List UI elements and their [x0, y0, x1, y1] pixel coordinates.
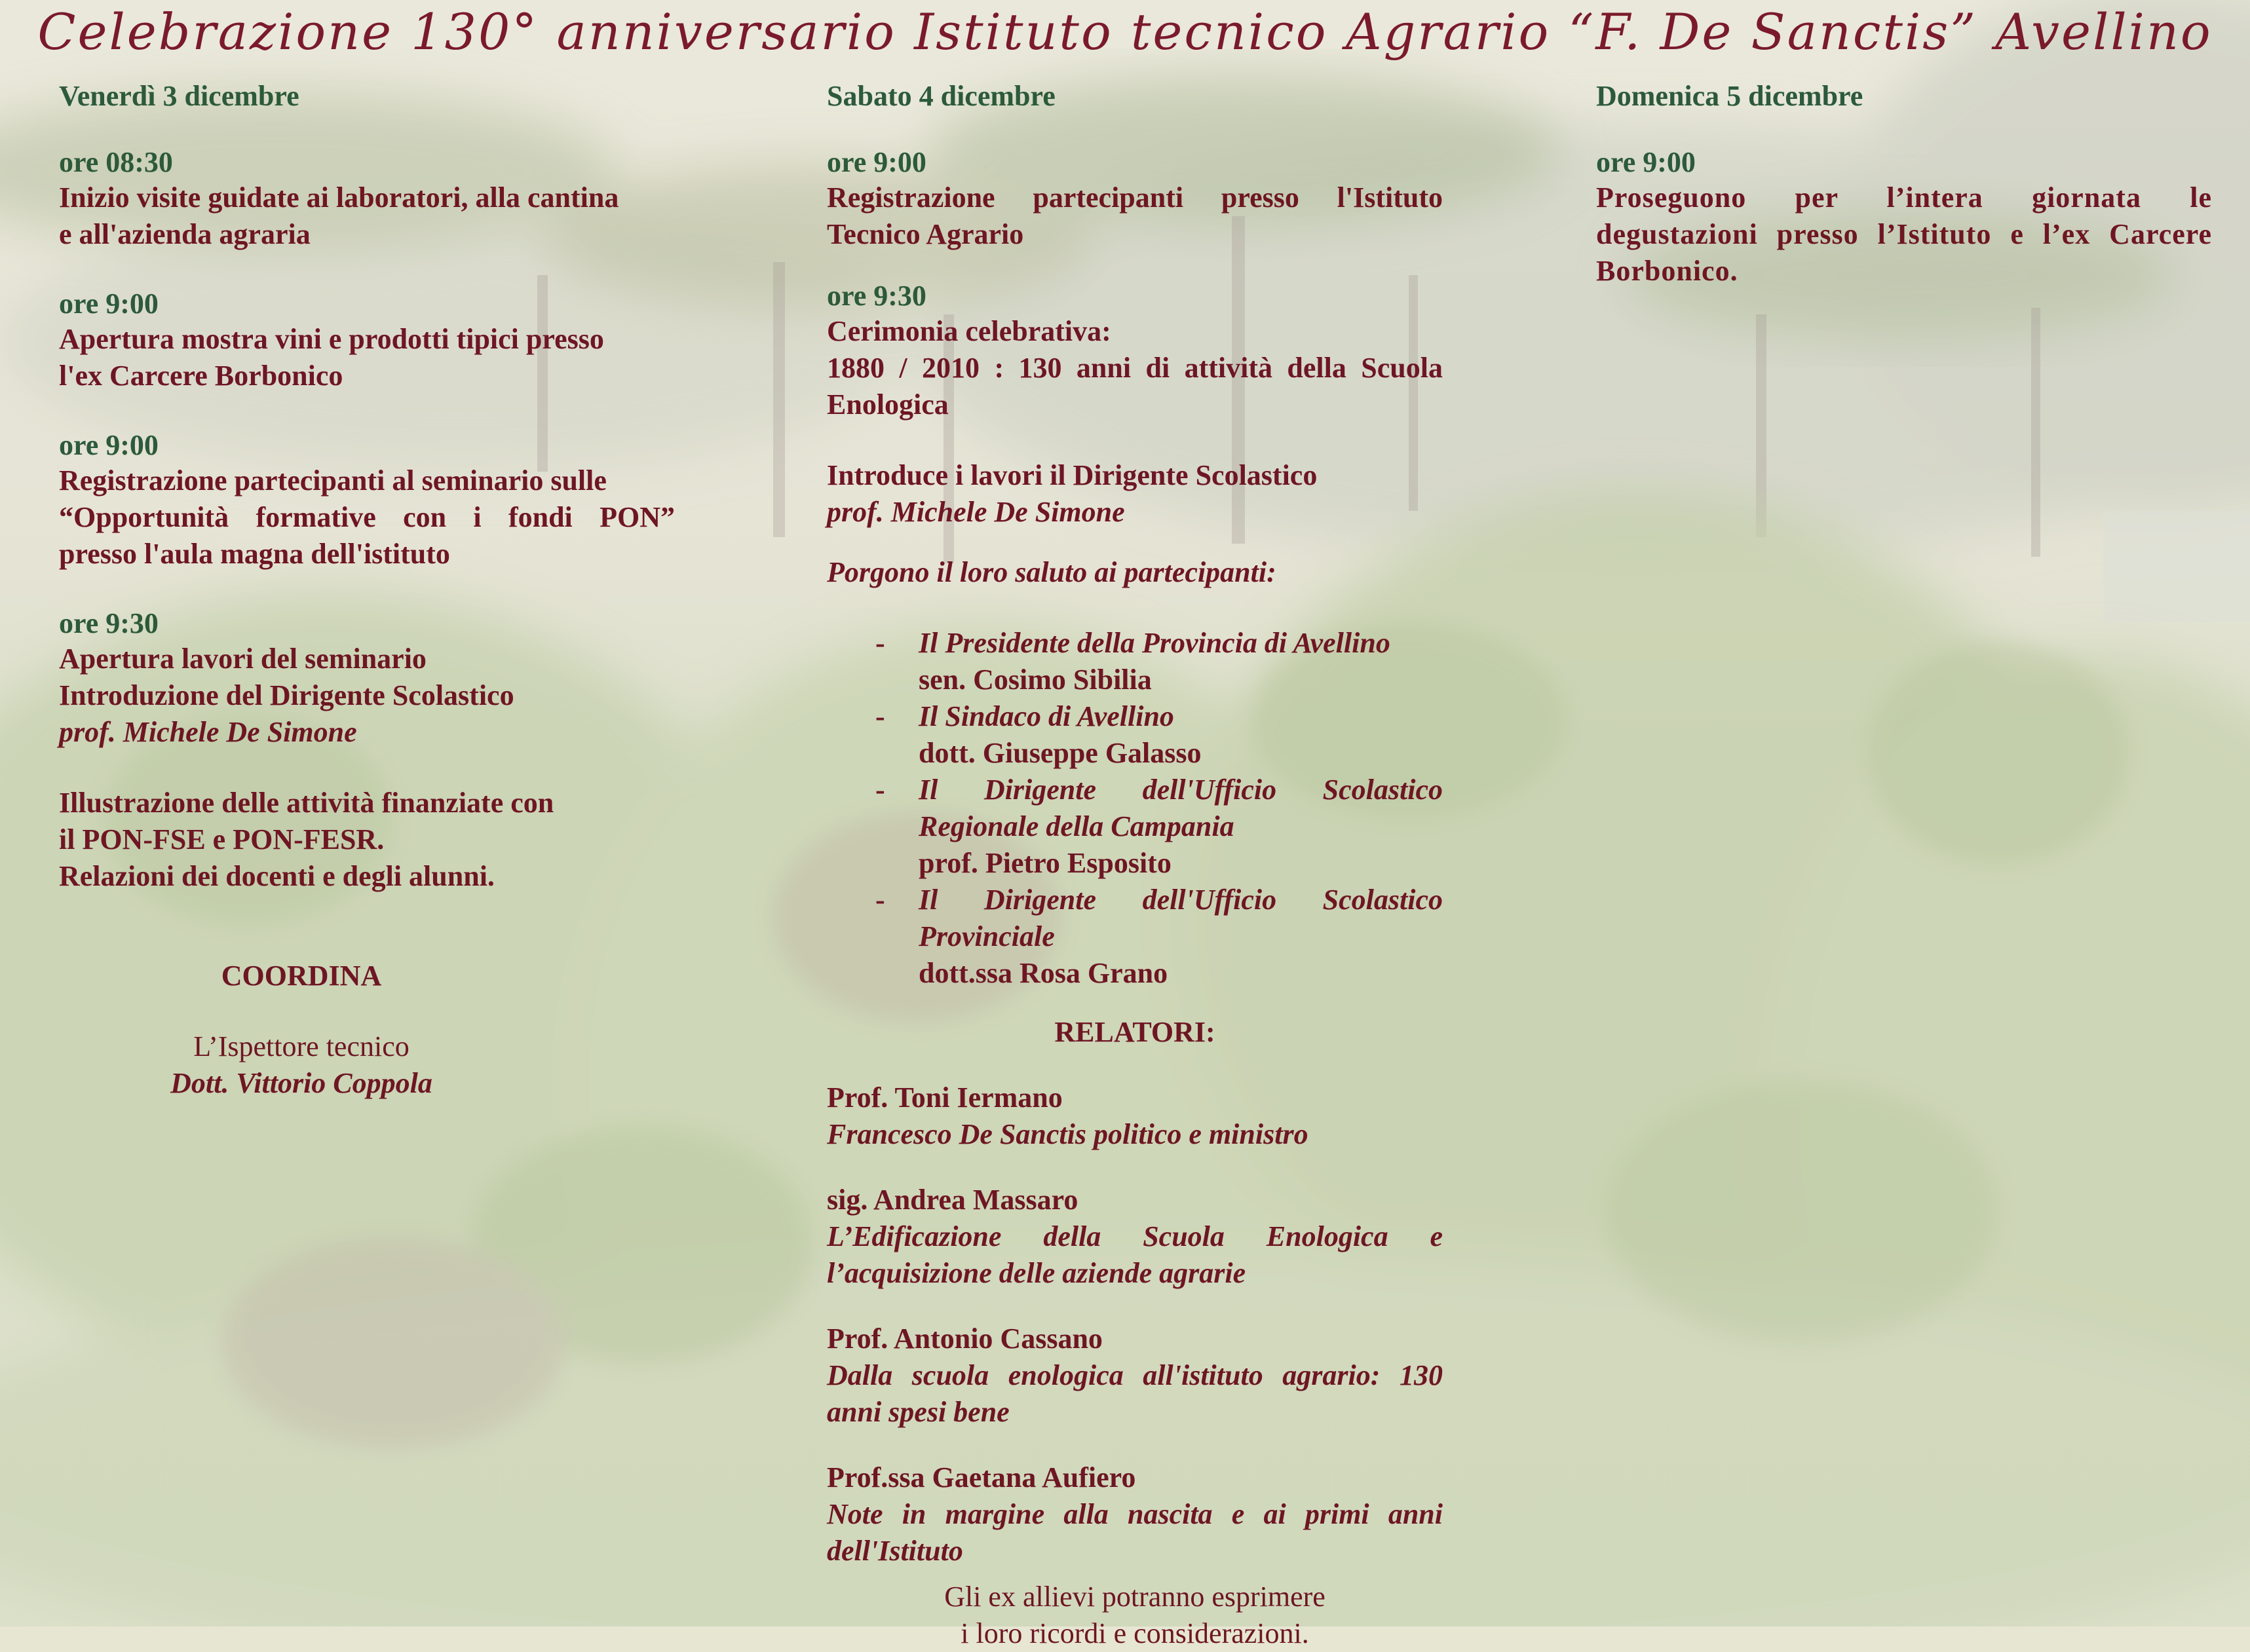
- closing-line: Gli ex allievi potranno esprimere: [944, 1581, 1325, 1613]
- seminar-line: Apertura lavori del seminario: [59, 643, 427, 675]
- event-saturday-ceremony: [827, 279, 1443, 423]
- greetings-intro: Porgono il loro saluto ai partecipanti:: [827, 556, 1276, 588]
- greeting-name: prof. Pietro Esposito: [919, 847, 1172, 879]
- illustration-line: Relazioni dei docenti e degli alunni.: [59, 860, 495, 892]
- list-item: [827, 625, 1443, 698]
- event-time: ore 9:00: [59, 288, 159, 320]
- speaker-block: [827, 1182, 1443, 1292]
- greeting-role: Il Dirigente dell'Ufficio Scolastico Provinciale: [919, 884, 1443, 952]
- event-time: ore 9:00: [827, 146, 926, 178]
- coordina-block: [59, 958, 544, 1102]
- event-text: Registrazione partecipanti presso l'Istituto Tecnico Agrario: [827, 181, 1443, 250]
- column-sunday: [1596, 77, 2212, 290]
- day-heading-saturday: Sabato 4 dicembre: [827, 80, 1056, 112]
- speaker-topic: L’Edificazione della Scuola Enologica e l’acquisizione delle aziende agrarie: [827, 1220, 1443, 1289]
- event-time: ore 9:00: [59, 429, 159, 461]
- list-item: [827, 698, 1443, 772]
- speaker-block: [827, 1459, 1443, 1569]
- day-heading-sunday: Domenica 5 dicembre: [1596, 80, 1863, 112]
- speaker-name: Prof. Antonio Cassano: [827, 1323, 1103, 1355]
- closing-line: i loro ricordi e considerazioni.: [961, 1617, 1309, 1649]
- introduction-block: [827, 457, 1443, 531]
- page-title: Celebrazione 130° anniversario Istituto tecnico Agrario “F. De Sanctis” Avellino: [37, 3, 2213, 61]
- greeting-role: Il Sindaco di Avellino: [919, 700, 1174, 732]
- list-dash: -: [875, 627, 885, 659]
- greeting-name: dott.ssa Rosa Grano: [919, 957, 1168, 989]
- introduction-speaker: prof. Michele De Simone: [827, 496, 1125, 528]
- greeting-name: dott. Giuseppe Galasso: [919, 737, 1202, 769]
- greeting-name: sen. Cosimo Sibilia: [919, 664, 1152, 696]
- speaker-name: Prof. Toni Iermano: [827, 1081, 1063, 1114]
- event-text-line: e all'azienda agraria: [59, 218, 311, 250]
- event-time: ore 9:30: [59, 607, 159, 639]
- illustration-line: il PON-FSE e PON-FESR.: [59, 823, 385, 855]
- ceremony-text: 1880 / 2010 : 130 anni di attività della Scuola Enologica: [827, 352, 1443, 421]
- event-text-line: “Opportunità formative con i fondi PON”: [59, 501, 675, 533]
- column-friday: [59, 77, 675, 1102]
- greetings-list: [827, 625, 1443, 992]
- list-item: [827, 882, 1443, 992]
- speaker-topic: Francesco De Sanctis politico e ministro: [827, 1118, 1308, 1150]
- list-dash: -: [875, 884, 885, 916]
- event-text-line: l'ex Carcere Borbonico: [59, 360, 343, 392]
- event-sunday: [1596, 145, 2212, 290]
- relatori-heading: RELATORI:: [1054, 1016, 1215, 1048]
- illustration-line: Illustrazione delle attività finanziate con: [59, 787, 554, 819]
- coordina-heading: COORDINA: [221, 960, 382, 992]
- event-text-line: Registrazione partecipanti al seminario sulle: [59, 464, 607, 497]
- day-heading-friday: Venerdì 3 dicembre: [59, 80, 299, 112]
- event-saturday-registration: [827, 145, 1443, 253]
- greeting-role: Il Dirigente dell'Ufficio Scolastico Regionale della Campania: [919, 774, 1443, 842]
- list-item: [827, 772, 1443, 882]
- speaker-name: sig. Andrea Massaro: [827, 1184, 1078, 1216]
- ceremony-title: Cerimonia celebrativa:: [827, 315, 1111, 347]
- event-text: Proseguono per l’intera giornata le degustazioni presso l’Istituto e l’ex Carcere Borbonico.: [1596, 181, 2212, 287]
- column-saturday: [827, 77, 1443, 1652]
- seminar-line: Introduzione del Dirigente Scolastico: [59, 679, 514, 711]
- coordina-name: Dott. Vittorio Coppola: [170, 1067, 432, 1099]
- event-time: ore 9:00: [1596, 146, 1696, 178]
- event-friday-3: [59, 428, 675, 573]
- speaker-block: [827, 1321, 1443, 1431]
- event-time: ore 9:30: [827, 280, 926, 312]
- event-text-line: Inizio visite guidate ai laboratori, alla cantina: [59, 181, 619, 214]
- introduction-text: Introduce i lavori il Dirigente Scolastico: [827, 459, 1318, 491]
- event-friday-seminar: [59, 607, 675, 751]
- speaker-name: Prof.ssa Gaetana Aufiero: [827, 1461, 1136, 1493]
- event-time: ore 08:30: [59, 146, 173, 178]
- illustration-block: [59, 785, 675, 895]
- list-dash: -: [875, 700, 885, 732]
- event-text-line: presso l'aula magna dell'istituto: [59, 538, 450, 570]
- coordina-role: L’Ispettore tecnico: [193, 1030, 410, 1062]
- list-dash: -: [875, 774, 885, 806]
- event-friday-2: [59, 287, 675, 394]
- speaker-topic: Note in margine alla nascita e ai primi anni dell'Istituto: [827, 1498, 1443, 1567]
- speaker-block: [827, 1079, 1443, 1153]
- speaker-topic: Dalla scuola enologica all'istituto agrario: 130 anni spesi bene: [827, 1359, 1443, 1428]
- event-text-line: Apertura mostra vini e prodotti tipici presso: [59, 323, 604, 355]
- event-friday-1: [59, 145, 675, 253]
- seminar-speaker: prof. Michele De Simone: [59, 716, 357, 748]
- greeting-role: Il Presidente della Provincia di Avellino: [919, 627, 1390, 659]
